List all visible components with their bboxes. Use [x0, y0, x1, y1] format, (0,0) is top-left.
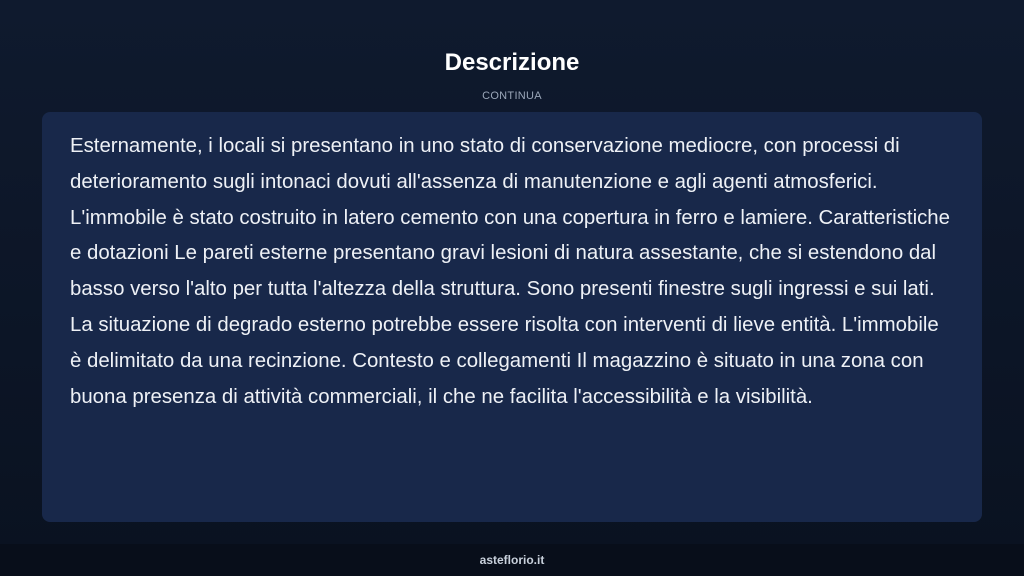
- footer-brand: asteflorio.it: [479, 553, 545, 567]
- page-title: Descrizione: [444, 49, 580, 76]
- description-card: [42, 112, 982, 522]
- footer-bar: [0, 544, 1024, 576]
- description-text: Esternamente, i locali si presentano in uno stato di conservazione mediocre, con processi di deterioramento sugli intonaci dovuti all'assenza di manutenzione e agli agenti atmosferici. L'immobile è stato costruito in latero cemento con una copertura in ferro e lamiere. Caratteristiche e dotazioni Le pareti esterne presentano gravi lesioni di natura assestante, che si estendono dal basso verso l'alto per tutta l'altezza della struttura. Sono presenti finestre sugli ingressi e sui lati. La situazione di degrado esterno potrebbe essere risolta con interventi di lieve entità. L'immobile è delimitato da una recinzione. Contesto e collegamenti Il magazzino è situato in una zona con buona presenza di attività commerciali, il che ne facilita l'accessibilità e la visibilità.: [70, 135, 950, 408]
- continua-label: CONTINUA: [482, 90, 542, 102]
